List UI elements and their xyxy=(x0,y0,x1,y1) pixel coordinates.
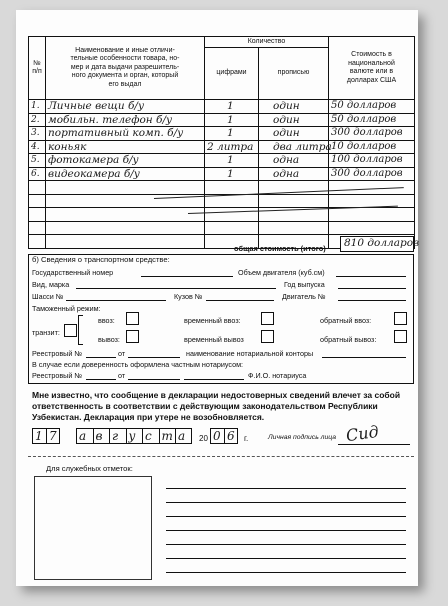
signature: Сид xyxy=(344,421,380,446)
transport-section-title: б) Сведения о транспортном средстве: xyxy=(32,255,170,264)
row-num: 2. xyxy=(31,114,40,125)
row-num: 4. xyxy=(31,141,40,152)
row-num-cell xyxy=(29,100,46,114)
row-digits-cell xyxy=(205,127,259,141)
row-digits: 1 xyxy=(227,100,234,112)
empty-cell xyxy=(29,181,46,195)
date-char: а xyxy=(178,429,186,443)
row-cost-cell xyxy=(329,113,415,127)
registry-no2-line xyxy=(86,379,116,380)
row-cost: 10 долларов xyxy=(331,140,397,152)
row-name: мобильн. телефон б/у xyxy=(48,113,173,126)
table-row xyxy=(29,113,415,127)
row-num: 6. xyxy=(31,168,40,179)
year-line xyxy=(338,288,406,289)
gov-number-label: Государственный номер xyxy=(32,268,114,277)
gov-number-line xyxy=(141,276,233,277)
date-cell xyxy=(109,428,126,444)
signature-label: Личная подпись лица xyxy=(268,434,337,441)
service-line xyxy=(166,530,406,531)
year-unit: г. xyxy=(244,434,249,443)
service-box xyxy=(34,476,152,580)
date-cell xyxy=(159,428,176,444)
row-num-cell xyxy=(29,113,46,127)
date-char: 7 xyxy=(49,429,57,443)
import-checkbox[interactable] xyxy=(126,312,139,325)
from-line xyxy=(128,357,180,358)
temp-export-checkbox[interactable] xyxy=(261,330,274,343)
row-name-cell xyxy=(46,127,205,141)
row-num: 3. xyxy=(31,128,40,138)
transit-label: транзит: xyxy=(32,328,60,337)
row-words: одна xyxy=(273,167,300,180)
temp-export-label: временный вывоз xyxy=(184,335,244,344)
export-label: вывоз: xyxy=(98,335,120,344)
row-cost-cell xyxy=(329,167,415,181)
total-value: 810 долларов xyxy=(344,237,420,249)
row-digits-cell xyxy=(205,167,259,181)
chassis-label: Шасси № xyxy=(32,292,64,301)
date-char: в xyxy=(95,429,103,443)
header-name: Наименование и иные отличи- тельные особенности товара, но- мер и дата выдачи разрешитель- ного документа и орган, который его выдал xyxy=(46,37,205,100)
row-digits: 1 xyxy=(227,113,234,126)
table-empty-row xyxy=(29,221,415,235)
empty-cell xyxy=(46,235,205,249)
row-cost: 300 долларов xyxy=(331,167,403,179)
transit-checkbox[interactable] xyxy=(64,324,77,337)
service-line xyxy=(166,516,406,517)
date-char: 1 xyxy=(35,429,43,443)
service-line xyxy=(166,544,406,545)
row-cost: 50 долларов xyxy=(331,100,397,111)
separator-dashed xyxy=(28,456,414,457)
empty-cell xyxy=(29,208,46,222)
row-digits: 2 литра xyxy=(207,140,254,153)
date-char: с xyxy=(145,429,152,443)
year-prefix: 20 xyxy=(199,434,208,443)
empty-cell xyxy=(329,208,415,222)
service-line xyxy=(166,558,406,559)
row-num-cell xyxy=(29,140,46,154)
row-digits: 1 xyxy=(227,127,234,139)
date-cell xyxy=(32,428,46,444)
goods-table xyxy=(28,36,415,249)
registry-no-label: Реестровый № xyxy=(32,349,83,358)
row-words-cell xyxy=(259,127,329,141)
empty-cell xyxy=(259,221,329,235)
table-empty-row xyxy=(29,181,415,195)
service-label: Для служебных отметок: xyxy=(46,464,133,473)
date-cell xyxy=(224,428,238,444)
total-value-box xyxy=(340,236,420,252)
row-name-cell xyxy=(46,113,205,127)
table-empty-row xyxy=(29,208,415,222)
reverse-import-checkbox[interactable] xyxy=(394,312,407,325)
empty-cell xyxy=(205,221,259,235)
row-words-cell xyxy=(259,167,329,181)
service-line xyxy=(166,488,406,489)
body-label: Кузов № xyxy=(174,292,203,301)
row-num: 1. xyxy=(31,101,40,111)
from-label: от xyxy=(118,349,126,358)
service-line xyxy=(166,572,406,573)
export-checkbox[interactable] xyxy=(126,330,139,343)
empty-cell xyxy=(46,208,205,222)
registry-no-line xyxy=(86,357,116,358)
row-cost: 300 долларов xyxy=(331,127,403,138)
reverse-export-checkbox[interactable] xyxy=(394,330,407,343)
empty-cell xyxy=(29,221,46,235)
date-char: г xyxy=(112,429,119,443)
row-name-cell xyxy=(46,154,205,168)
row-cost-cell xyxy=(329,140,415,154)
temp-import-label: временный ввоз: xyxy=(184,316,241,325)
row-cost-cell xyxy=(329,127,415,141)
empty-cell xyxy=(29,235,46,249)
row-digits-cell xyxy=(205,154,259,168)
date-cell xyxy=(142,428,159,444)
header-cost: Стоимость в национальной валюте или в долларах США xyxy=(329,37,415,100)
date-char: 0 xyxy=(213,429,221,443)
type-brand-line xyxy=(76,288,276,289)
row-words-cell xyxy=(259,140,332,154)
empty-cell xyxy=(205,181,259,195)
import-label: ввоз: xyxy=(98,316,115,325)
row-num-cell xyxy=(29,167,46,181)
table-row xyxy=(29,167,415,181)
from2-line xyxy=(128,379,180,380)
empty-cell xyxy=(29,194,46,208)
customs-mode-label: Таможенный режим: xyxy=(32,304,101,313)
date-cell xyxy=(175,428,192,444)
row-words: один xyxy=(273,100,300,112)
proxy-note: В случае если доверенность оформлена частным нотариусом: xyxy=(32,360,244,369)
row-words: один xyxy=(273,127,300,139)
row-digits-cell xyxy=(205,113,259,127)
table-row xyxy=(29,127,415,141)
table-row xyxy=(29,100,415,114)
date-cell xyxy=(46,428,60,444)
chassis-line xyxy=(66,300,166,301)
empty-cell xyxy=(329,221,415,235)
header-digits: цифрами xyxy=(205,48,259,100)
row-name: видеокамера б/у xyxy=(48,167,140,180)
header-words: прописью xyxy=(259,48,329,100)
row-num-cell xyxy=(29,154,46,168)
engine-volume-line xyxy=(336,276,406,277)
empty-cell xyxy=(329,194,415,208)
row-words: один xyxy=(273,113,300,126)
service-line xyxy=(166,502,406,503)
row-words: два литра xyxy=(273,140,332,153)
engine-volume-label: Объем двигателя (куб.см) xyxy=(238,268,325,277)
row-digits-cell xyxy=(205,100,259,114)
row-num-cell xyxy=(29,127,46,141)
header-num: № п/п xyxy=(29,37,46,100)
date-cell xyxy=(93,428,110,444)
declaration-text: Мне известно, что сообщение в декларации недостоверных сведений влечет за собой ответственность в соответствии с действующим законодательством Республики Узбекистан. Декларация при утере не возобновляется. xyxy=(32,390,401,422)
body-line xyxy=(206,300,274,301)
type-brand-label: Вид, марка xyxy=(32,280,70,289)
notary-name-line xyxy=(184,379,244,380)
registry-no2-label: Реестровый № xyxy=(32,371,83,380)
row-digits: 1 xyxy=(227,167,234,180)
row-words-cell xyxy=(259,100,329,114)
row-words-cell xyxy=(259,113,329,127)
row-words: одна xyxy=(273,154,300,166)
date-char: у xyxy=(128,429,136,443)
row-name-cell xyxy=(46,140,205,154)
reverse-import-label: обратный ввоз: xyxy=(320,316,372,325)
empty-cell xyxy=(259,194,329,208)
row-cost-cell xyxy=(329,154,415,168)
row-cost-cell xyxy=(329,100,415,114)
empty-cell xyxy=(46,221,205,235)
date-char: 6 xyxy=(227,429,235,443)
row-digits: 1 xyxy=(227,154,234,166)
table-row xyxy=(29,154,415,168)
date-cell xyxy=(210,428,224,444)
reverse-export-label: обратный вывоз: xyxy=(320,335,377,344)
year-label: Год выпуска xyxy=(284,280,325,289)
date-char: а xyxy=(79,429,87,443)
empty-cell xyxy=(205,208,259,222)
row-name: Личные вещи б/у xyxy=(48,100,145,112)
date-cell xyxy=(76,428,93,444)
notary-name-label: Ф.И.О. нотариуса xyxy=(248,371,307,380)
row-name: фотокамера б/у xyxy=(48,154,139,166)
transit-bracket xyxy=(78,315,83,345)
empty-cell xyxy=(46,181,205,195)
table-row xyxy=(29,140,415,154)
total-label: общая стоимость (итого) xyxy=(234,244,326,253)
row-name: портативный комп. б/у xyxy=(48,127,184,139)
date-cell xyxy=(126,428,143,444)
row-name: коньяк xyxy=(48,140,87,153)
engine-line xyxy=(338,300,406,301)
row-cost: 100 долларов xyxy=(331,154,403,165)
row-cost: 50 долларов xyxy=(331,113,397,125)
header-quantity: Количество xyxy=(205,37,329,48)
notary-office-line xyxy=(322,357,406,358)
engine-label: Двигатель № xyxy=(282,292,326,301)
date-char: т xyxy=(161,429,173,443)
temp-import-checkbox[interactable] xyxy=(261,312,274,325)
row-name-cell xyxy=(46,167,205,181)
declaration-form-page xyxy=(16,10,418,586)
row-num: 5. xyxy=(31,155,40,165)
row-name-cell xyxy=(46,100,205,114)
row-digits-cell xyxy=(205,140,259,154)
notary-office-label: наименование нотариальной конторы xyxy=(186,349,314,358)
row-words-cell xyxy=(259,154,329,168)
from2-label: от xyxy=(118,371,126,380)
